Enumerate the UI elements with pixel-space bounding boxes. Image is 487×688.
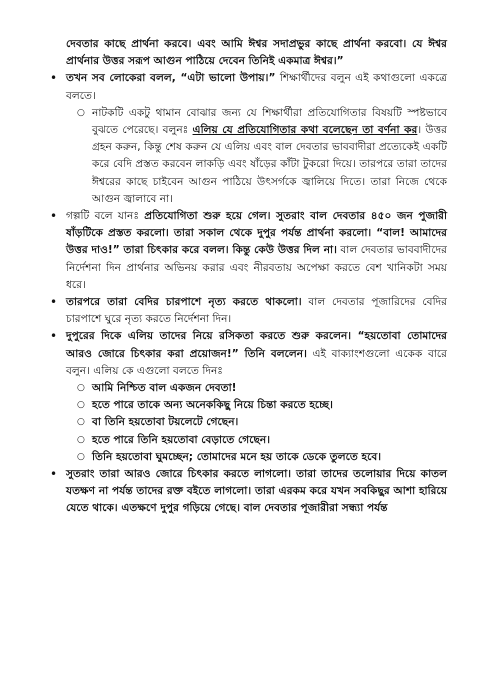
bullet-icon: • bbox=[50, 467, 58, 482]
sub-list-item bbox=[77, 397, 447, 414]
bullet-icon: • bbox=[50, 295, 58, 310]
phrase-text: বা তিনি হয়তোবা টয়লেটে গেছেন। bbox=[92, 416, 239, 429]
sub-list bbox=[77, 105, 447, 208]
story-text: সুতরাং তারা আরও জোরে চিৎকার করতে লাগলো। তারা তাদের তলোয়ার দিয়ে কাতল যতক্ষণ না পর্যন্ত তাদের রক্ত বইতে লাগলো। তারা এরকম করে যখন সবকিছুর আশা হারিয়ে যেতে থাকে। এতক্ষণে দুপুর গড়িয়ে গেছে। বাল দেবতার পূজারীরা সন্ধ্যা পর্যন্ত bbox=[66, 468, 447, 515]
sub-list-item bbox=[77, 449, 447, 466]
circle-bullet-icon: ○ bbox=[77, 383, 85, 394]
story-text: তারপরে তারা বেদির চারপাশে নৃত্য করতে থাকলো। bbox=[66, 296, 302, 309]
story-text: দুপুরের দিকে এলিয় তাদের নিয়ে রসিকতা করতে শুরু করলেন। “হয়তোবা তোমাদের আরও জোরে চিৎকার করা প্রয়োজন!” তিনি বললেন। bbox=[66, 330, 447, 360]
question-text: এলিয় যে প্রতিযোগিতার কথা বলেছেন তা বর্ণনা কর bbox=[192, 124, 418, 137]
instruction-text: । উত্তর গ্রহন করুন, কিন্তু শেষ করুন যে এলিয় এবং বাল দেবতার ভাববাদীরা প্রত্যেকেই একটি করে বেদি প্রস্তত করবেন লাকড়ি এবং ষাঁড়ের কাঁটা টুকরো দিয়ে। তারপরে তারা তাদের ঈশ্বরের কাছে চাইবেন আগুন পাঠিয়ে উৎসর্গকে জ্বালিয়ে দিতে। তারা নিজে থেকে আগুন জ্বালাবে না। bbox=[92, 124, 447, 205]
instruction-text: গল্পটি বলে যানঃ bbox=[66, 210, 145, 223]
phrase-text: তিনি হয়তোবা ঘুমচ্ছেন; তোমাদের মনে হয় তাকে ডেকে তুলতে হবে। bbox=[92, 450, 382, 463]
list-item bbox=[50, 208, 448, 294]
intro-paragraph: দেবতার কাছে প্রার্থনা করবে। এবং আমি ঈশ্বর সদাপ্রভুর কাছে প্রার্থনা করবো। যে ঈশ্বর প্রার্থনার উত্তর সরূপ আগুন পাঠিয়ে দেবেন তিনিই একমাত্র ঈশ্বর।” bbox=[66, 38, 447, 68]
sub-list-item bbox=[77, 414, 447, 431]
circle-bullet-icon: ○ bbox=[77, 434, 85, 445]
circle-bullet-icon: ○ bbox=[77, 107, 85, 118]
instruction-text: শিক্ষার্থীদের বলুন এই কথাগুলো একত্রে বলতে। bbox=[66, 72, 447, 102]
instruction-text: নাটকটি একটু থামান বোঝার জন্য যে শিক্ষার্থীরা প্রতিযোগিতার বিষয়টি স্পষ্টভাবে বুঝতে পেরেছে। বলুনঃ bbox=[92, 106, 447, 137]
instruction-text: বাল দেবতার ভাববাদীদের নির্দেশনা দিন প্রার্থনার অভিনয় করার এবং নীরবতায় অপেক্ষা করতে বেশ খানিকটা সময় ধরে। bbox=[66, 244, 447, 291]
circle-bullet-icon: ○ bbox=[77, 451, 85, 462]
sub-list-item bbox=[77, 105, 447, 208]
phrase-text: হতে পারে তিনি হয়তোবা বেড়াতে গেছেন। bbox=[92, 433, 271, 446]
list-item bbox=[50, 328, 447, 466]
bullet-icon: • bbox=[50, 209, 58, 224]
circle-bullet-icon: ○ bbox=[77, 417, 85, 428]
instruction-text: বাল দেবতার পূজারিদের বেদির চারপাশে ঘুরে নৃত্য করতে নির্দেশনা দিন। bbox=[66, 296, 447, 326]
phrase-text: আমি নিশ্চিত বাল একজন দেবতা! bbox=[92, 382, 237, 395]
list-item bbox=[50, 294, 447, 328]
story-text: প্রতিযোগিতা শুরু হয়ে গেল। সুতরাং বাল দেবতার ৪৫০ জন পুজারী ষাঁড়টিকে প্রস্তত করলো। তারা সকাল থেকে দুপুর পর্যন্ত প্রার্থনা করলো। “বাল! আমাদের উত্তর দাও!” তারা চিৎকার করে বলল। কিন্তু কেউ উত্তর দিল না। bbox=[66, 210, 448, 257]
list-item bbox=[50, 70, 447, 208]
sub-list-item bbox=[77, 432, 447, 449]
bullet-icon: • bbox=[50, 329, 58, 344]
instruction-text: এই বাক্যাংশগুলো একেক বারে বলুন। এলিয় কে এগুলো বলতে দিনঃ bbox=[66, 347, 447, 377]
circle-bullet-icon: ○ bbox=[77, 400, 85, 411]
story-text: তখন সব লোকেরা বলল, “এটা ভালো উপায়।” bbox=[66, 72, 276, 85]
main-list bbox=[50, 70, 448, 517]
bullet-icon: • bbox=[50, 71, 58, 86]
phrase-text: হতে পারে তাকে অন্য অনেককিছু নিয়ে চিন্তা করতে হচ্ছে। bbox=[92, 399, 333, 412]
sub-list-item bbox=[77, 380, 447, 397]
list-item bbox=[50, 466, 447, 518]
sub-list bbox=[77, 380, 447, 466]
